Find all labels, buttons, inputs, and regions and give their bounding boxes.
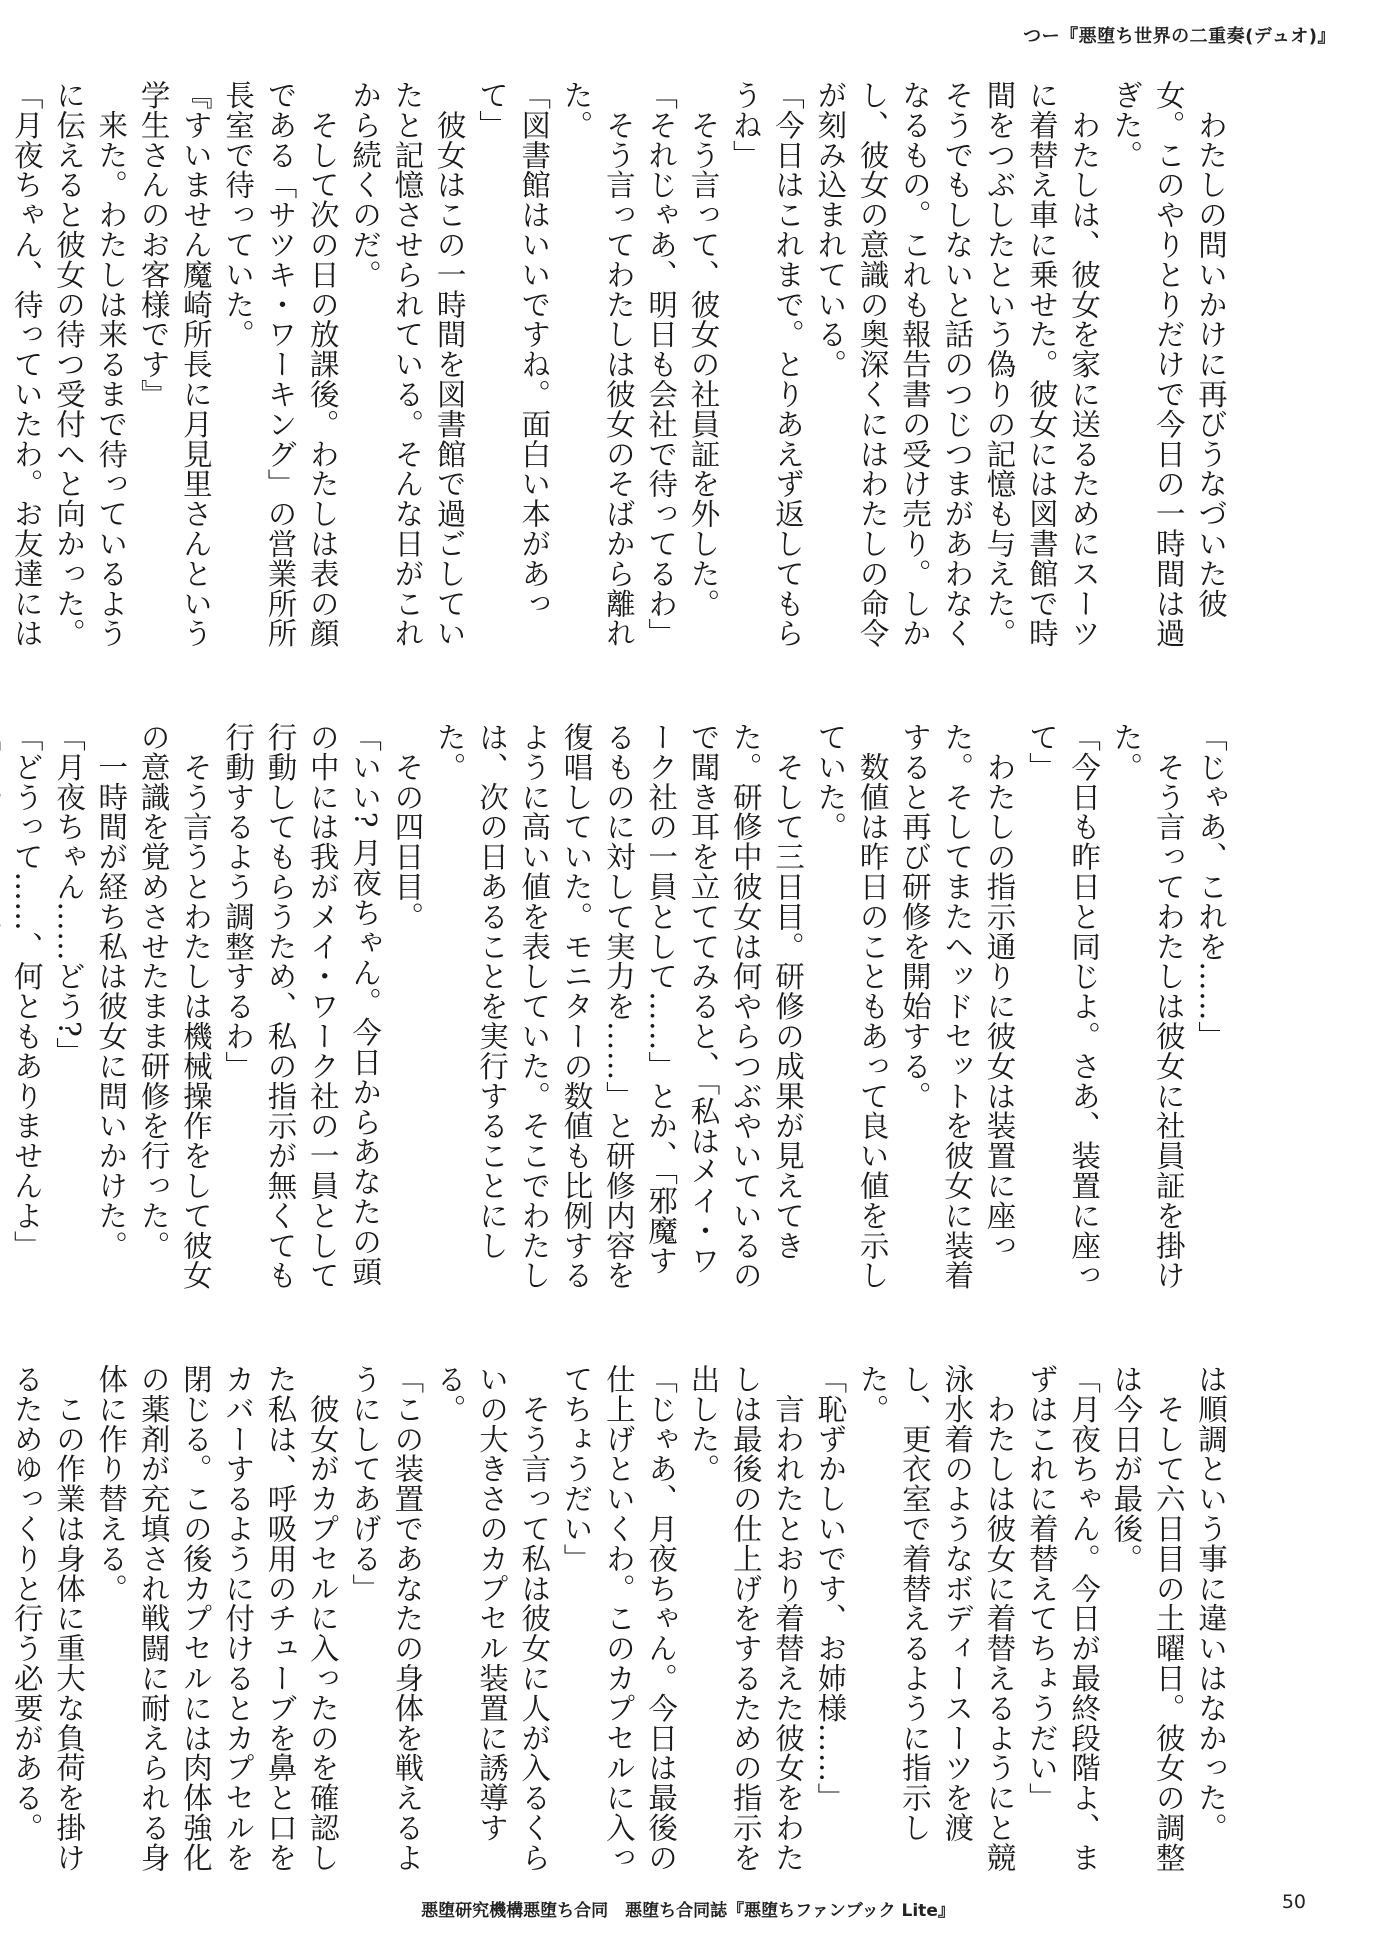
- text-block-top: [9, 80, 1232, 655]
- paragraph: 「図書館はいいですね。面白い本があって」: [474, 80, 552, 619]
- paragraph: 「今日も昨日と同じよ。さあ、装置に座って」: [1024, 722, 1102, 1291]
- paragraph: 「じゃあ、月夜ちゃん。今日は最後の仕上げといくわ。このカプセルに入ってちょうだい」: [559, 1364, 679, 1873]
- text-block-middle: [9, 722, 1232, 1297]
- paragraph: 一時間が経ち私は彼女に問いかけた。: [94, 722, 129, 1261]
- paragraph: そう言ってわたしは彼女のそばから離れた。: [559, 80, 636, 649]
- paragraph: この作業は身体に重大な負荷を掛けるためゆっくりと行う必要がある。: [9, 1364, 86, 1873]
- paragraph: 彼女はこの一時間を図書館で過ごしていたと記憶させられている。そんな日がこれから続くのだ。: [348, 80, 467, 649]
- paragraph: 「この装置であなたの身体を戦えるようにしてあげる」: [348, 1364, 425, 1873]
- paragraph: わたしは彼女に着替えるようにと競泳水着のようなボディースーツを渡し、更衣室で着替えるように指示した。: [855, 1364, 1017, 1873]
- running-title: つー『悪堕ち世界の二重奏(デュオ)』: [1023, 26, 1336, 47]
- paragraph: わたしの問いかけに再びうなづいた彼女。このやりとりだけで今日の一時間は過ぎた。: [1109, 80, 1228, 649]
- paragraph: 『すいません魔崎所長に月見里さんという学生さんのお客様です』: [136, 80, 213, 649]
- paragraph: 「いい? 月夜ちゃん。今日からあなたの頭の中には我がメイ・ワーク社の一員として行動してもらうため、私の指示が無くても行動するよう調整するわ」: [221, 722, 383, 1291]
- paragraph: 数値は昨日のこともあって良い値を示していた。: [813, 722, 890, 1291]
- paragraph: 来た。わたしは来るまで待っているように伝えると彼女の待つ受付へと向かった。: [51, 80, 129, 649]
- footer-credit: 悪堕研究機構悪堕ち合同 悪堕ち合同誌『悪堕ちファンブック Lite』: [421, 1901, 955, 1921]
- paragraph: 「今日はこれまで。とりあえず返してもらうね」: [728, 80, 806, 649]
- paragraph: 「月夜ちゃん。今日が最終段階よ、まずはこれに着替えてちょうだい」: [1024, 1364, 1102, 1873]
- paragraph: 「どうって……、何ともありませんよ」: [9, 722, 44, 1261]
- page-number: 50: [1281, 1891, 1306, 1913]
- paragraph: わたしの指示通りに彼女は装置に座った。そしてまたヘッドセットを彼女に装着すると再び研修を開始する。: [897, 722, 1017, 1291]
- paragraph: そして三日目。研修の成果が見えてきた。研修中彼女は何やらつぶやいているので聞き耳を立ててみると、「私はメイ・ワーク社の一員として……」とか、「邪魔するものに対して実力を……」と研修内容を復唱していた。モニターの数値も比例するように高い値を表していた。そこでわたしは、次の日あることを実行することにした。: [432, 722, 806, 1291]
- paragraph: そう言うとわたしは機械操作をして彼女の意識を覚めさせたまま研修を行った。: [136, 722, 213, 1291]
- paragraph: そう言って、彼女の社員証を外した。: [686, 80, 721, 619]
- paragraph: そう言ってわたしは彼女に社員証を掛けた。: [1109, 722, 1186, 1291]
- paragraph: 言われたとおり着替えた彼女をわたしは最後の仕上げをするための指示を出した。: [686, 1364, 806, 1873]
- paragraph: 彼女がカプセルに入ったのを確認した私は、呼吸用のチューブを鼻と口をカバーするように付けるとカプセルを閉じる。この後カプセルには肉体強化の薬剤が充填され戦闘に耐えられる身体に作り替える。: [94, 1364, 340, 1873]
- paragraph: は順調という事に違いはなかった。: [1194, 1364, 1228, 1843]
- paragraph: そして次の日の放課後。わたしは表の顔である「サツキ・ワーキング」の営業所所長室で待っていた。: [221, 80, 340, 649]
- paragraph: 「それじゃあ、明日も会社で待ってるわ」: [644, 80, 679, 649]
- paragraph: そう言って私は彼女に人が入るくらいの大きさのカプセル装置に誘導する。: [432, 1364, 552, 1873]
- text-block-bottom: [9, 1364, 1232, 1884]
- paragraph: その四日目。: [390, 722, 425, 932]
- paragraph: そして六日目の土曜日。彼女の調整は今日が最後。: [1109, 1364, 1186, 1873]
- paragraph: 「恥ずかしいです、お姉様……」: [813, 1364, 848, 1813]
- paragraph: 「月夜ちゃん、待っていたわ。お友達には: [9, 80, 44, 649]
- paragraph: [0, 722, 5, 1297]
- paragraph: 「月夜ちゃん……どう?」: [51, 722, 86, 1068]
- paragraph: [0, 1364, 5, 1884]
- paragraph: わたしは、彼女を家に送るためにスーツに着替え車に乗せた。彼女には図書館で時間をつぶしたという偽りの記憶も与えた。そうでもしないと話のつじつまがあわなくなるもの。これも報告書の受け売り。しかし、彼女の意識の奥深くにはわたしの命令が刻み込まれている。: [813, 80, 1102, 649]
- paragraph: 「じゃあ、これを……」: [1194, 722, 1228, 1051]
